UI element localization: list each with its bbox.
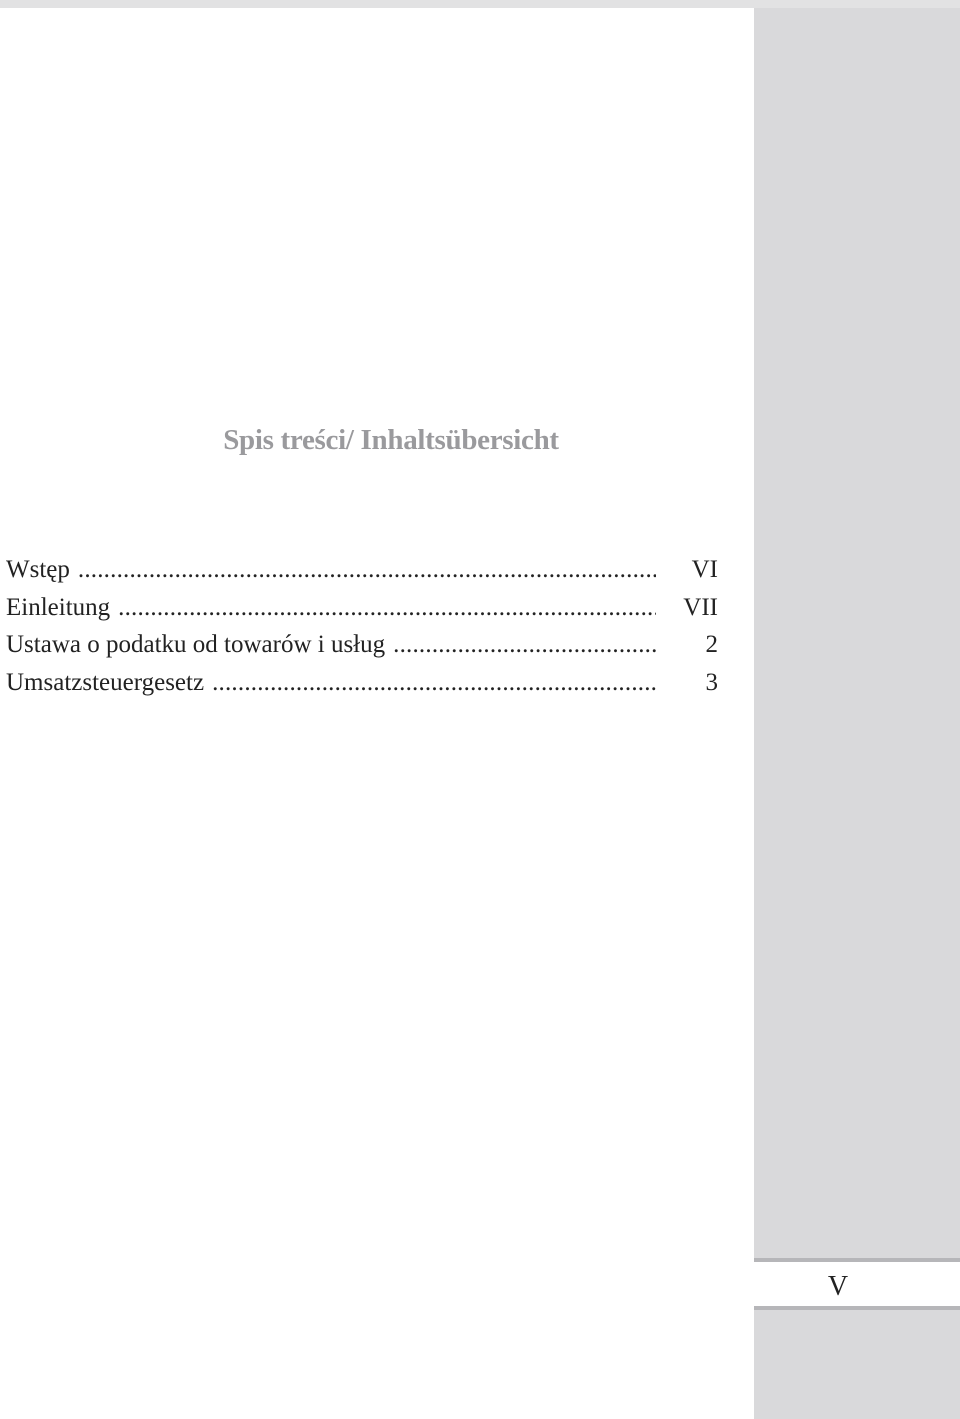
side-band: [754, 8, 960, 1419]
table-of-contents: [6, 556, 718, 706]
toc-entry-page: VII: [683, 593, 718, 621]
page-title: Spis treści/ Inhaltsübersicht: [223, 424, 559, 456]
toc-entry[interactable]: [6, 556, 718, 594]
toc-entry-page: 3: [705, 668, 718, 696]
toc-entry-label: Wstęp: [6, 556, 70, 583]
toc-leader-dots: [118, 594, 656, 622]
toc-entry-label: Umsatzsteuergesetz: [6, 668, 205, 696]
toc-entry-label: Ustawa o podatku od towarów i usług: [6, 631, 386, 658]
toc-entry[interactable]: [6, 669, 718, 707]
toc-leader-dots: [78, 556, 656, 584]
toc-entry-label: Einleitung: [6, 593, 111, 621]
toc-entry[interactable]: [6, 631, 718, 669]
page-number: V: [827, 1271, 849, 1302]
top-strip: [0, 0, 960, 8]
toc-entry-page: 2: [705, 631, 718, 658]
toc-leader-dots: [212, 669, 656, 697]
toc-leader-dots: [393, 631, 656, 659]
page-number-box: [754, 1258, 960, 1310]
toc-entry[interactable]: [6, 594, 718, 632]
toc-entry-page: VI: [691, 556, 718, 583]
